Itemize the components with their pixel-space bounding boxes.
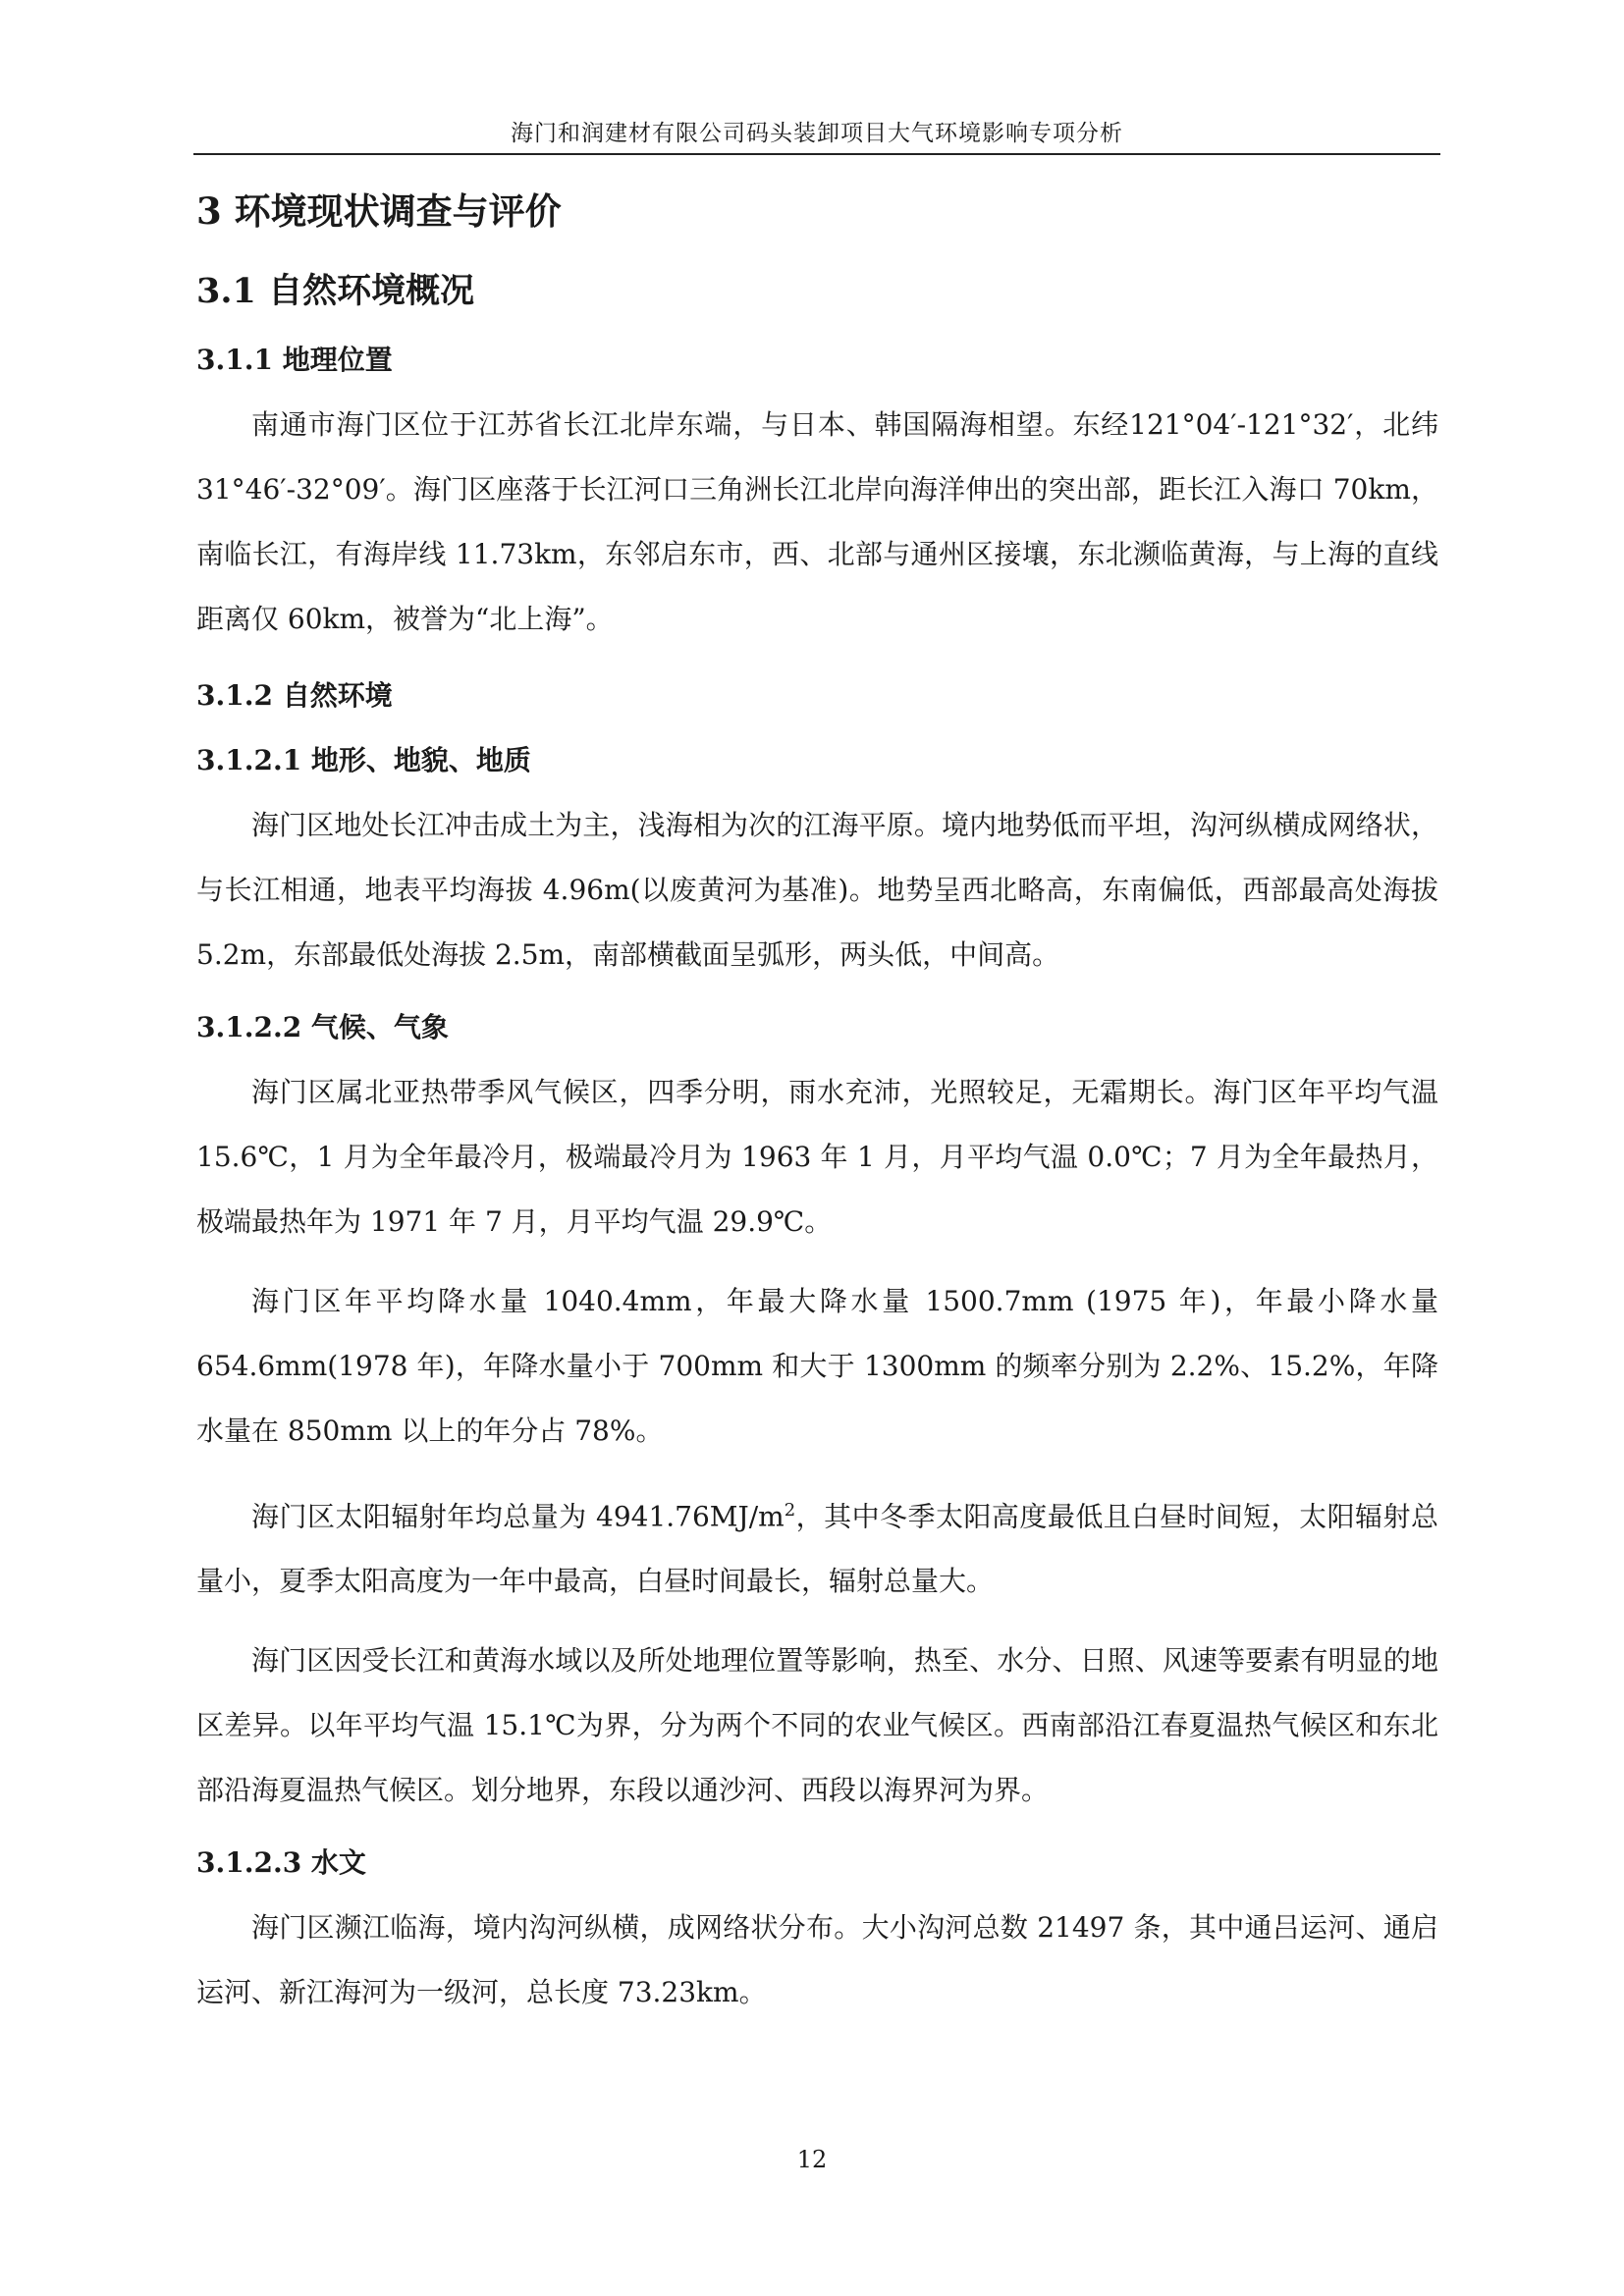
subsection-heading-nature: 3.1.2 自然环境 xyxy=(196,679,393,712)
section-heading: 3.1 自然环境概况 xyxy=(196,271,475,311)
climate-paragraph-temperature: 海门区属北亚热带季风气候区，四季分明，雨水充沛，光照较足，无霜期长。海门区年平均气温 15.6℃，1 月为全年最冷月，极端最冷月为 1963 年 1 月，月平均气温 0.0℃；7 月为全年最热月，极端最热年为 1971 年 7 月，月平均气温 29.9℃。 xyxy=(196,1076,1438,1238)
subsection-heading-location: 3.1.1 地理位置 xyxy=(196,344,393,376)
subsubsection-heading-hydrology: 3.1.2.3 水文 xyxy=(196,1846,366,1880)
radiation-text-start: 海门区太阳辐射年均总量为 4941.76MJ/m xyxy=(251,1500,785,1533)
running-header: 海门和润建材有限公司码头装卸项目大气环境影响专项分析 xyxy=(511,121,1123,146)
terrain-paragraph: 海门区地处长江冲击成土为主，浅海相为次的江海平原。境内地势低而平坦，沟河纵横成网络状，与长江相通，地表平均海拔 4.96m(以废黄河为基准)。地势呈西北略高，东南偏低，西部最高处海拔 5.2m，东部最低处海拔 2.5m，南部横截面呈弧形，两头低，中间高。 xyxy=(196,809,1438,971)
radiation-text-end: ，其中冬季太阳高度最低且白昼时间短，太阳辐射总量小，夏季太阳高度为一年中最高，白昼时间最长，辐射总量大。 xyxy=(196,1500,1438,1598)
chapter-heading: 3 环境现状调查与评价 xyxy=(196,189,562,233)
location-paragraph: 南通市海门区位于江苏省长江北岸东端，与日本、韩国隔海相望。东经121°04′-121°32′，北纬 31°46′-32°09′。海门区座落于长江河口三角洲长江北岸向海洋伸出的突出部，距长江入海口 70km，南临长江，有海岸线 11.73km，东邻启东市，西、北部与通州区接壤，东北濒临黄海，与上海的直线距离仅 60km，被誉为“北上海”。 xyxy=(196,408,1438,635)
climate-paragraph-radiation xyxy=(196,1478,1438,1614)
subsubsection-heading-terrain: 3.1.2.1 地形、地貌、地质 xyxy=(196,744,531,776)
climate-paragraph-precipitation: 海门区年平均降水量 1040.4mm，年最大降水量 1500.7mm (1975 年)，年最小降水量 654.6mm(1978 年)，年降水量小于 700mm 和大于 1300mm 的频率分别为 2.2%、15.2%，年降水量在 850mm 以上的年分占 78%。 xyxy=(196,1285,1438,1447)
subsubsection-heading-climate: 3.1.2.2 气候、气象 xyxy=(196,1011,449,1043)
header-rule xyxy=(193,153,1440,155)
hydrology-paragraph: 海门区濒江临海，境内沟河纵横，成网络状分布。大小沟河总数 21497 条，其中通吕运河、通启运河、新江海河为一级河，总长度 73.23km。 xyxy=(196,1911,1438,2009)
climate-paragraph-zones: 海门区因受长江和黄海水域以及所处地理位置等影响，热至、水分、日照、风速等要素有明显的地区差异。以年平均气温 15.1℃为界，分为两个不同的农业气候区。西南部沿江春夏温热气候区和东北部沿海夏温热气候区。划分地界，东段以通沙河、西段以海界河为界。 xyxy=(196,1644,1438,1807)
radiation-unit-exponent: 2 xyxy=(784,1500,796,1521)
page-body xyxy=(196,187,1438,2025)
page-number: 12 xyxy=(796,2146,828,2173)
